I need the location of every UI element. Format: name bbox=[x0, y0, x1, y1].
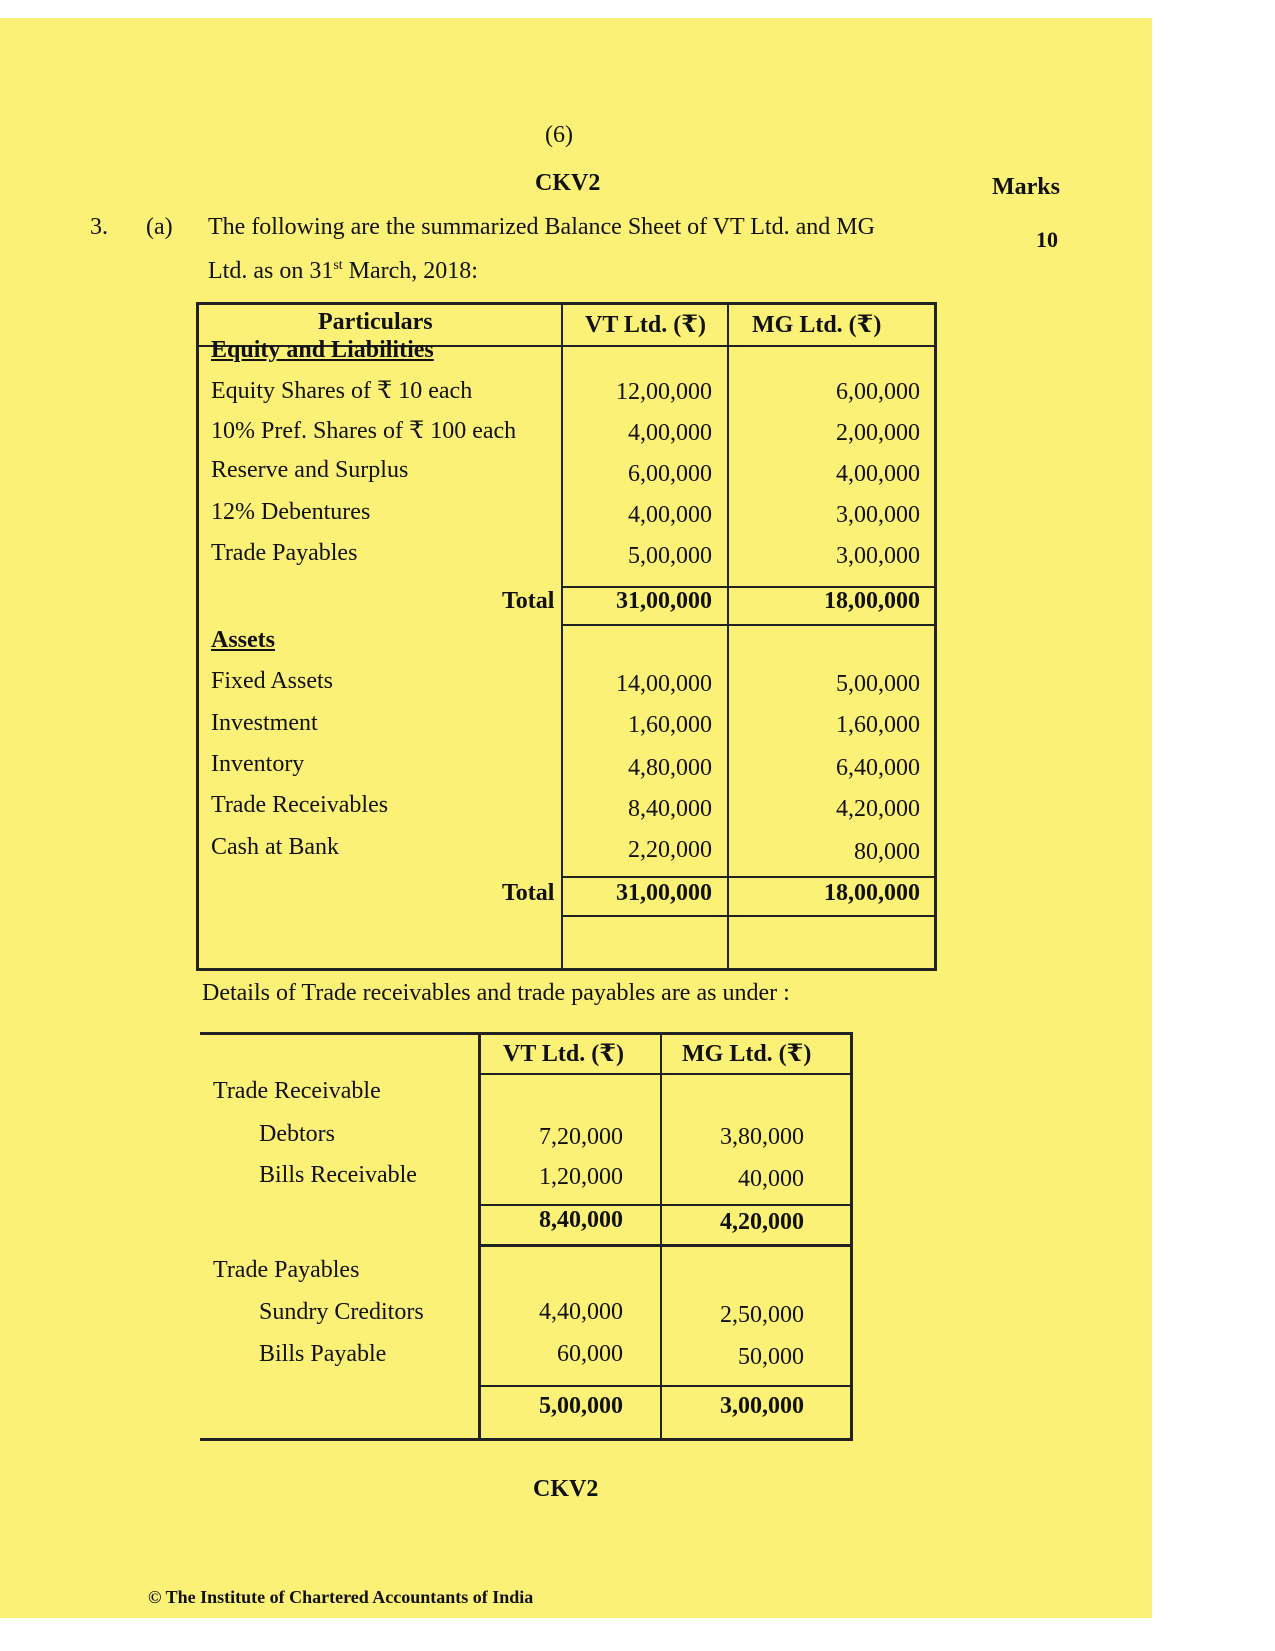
row-mg-value: 80,000 bbox=[854, 839, 920, 865]
row-vt-value: 5,00,000 bbox=[628, 543, 712, 569]
header-mg-ltd: MG Ltd. (₹) bbox=[682, 1041, 812, 1067]
row-vt-value: 8,40,000 bbox=[628, 796, 712, 822]
assets-total-label: Total bbox=[502, 880, 555, 906]
page-number: (6) bbox=[545, 122, 573, 148]
row-mg-value: 4,20,000 bbox=[836, 796, 920, 822]
trade-receivable-heading: Trade Receivable bbox=[213, 1078, 381, 1104]
liabilities-total-label: Total bbox=[502, 588, 555, 614]
row-label: Bills Receivable bbox=[259, 1162, 417, 1188]
paper-code-header: CKV2 bbox=[535, 170, 601, 196]
question-number: 3. bbox=[90, 214, 108, 240]
row-vt-value: 4,80,000 bbox=[628, 755, 712, 781]
header-mg-ltd: MG Ltd. (₹) bbox=[752, 312, 882, 338]
row-label: Fixed Assets bbox=[211, 668, 334, 694]
payable-total-vt: 5,00,000 bbox=[539, 1393, 623, 1419]
paper-code-footer: CKV2 bbox=[533, 1476, 599, 1502]
receivable-total-mg: 4,20,000 bbox=[720, 1209, 804, 1235]
row-label: 10% Pref. Shares of ₹ 100 each bbox=[211, 418, 517, 444]
row-mg-value: 3,00,000 bbox=[836, 502, 920, 528]
liabilities-total-mg: 18,00,000 bbox=[824, 588, 920, 614]
row-mg-value: 3,00,000 bbox=[836, 543, 920, 569]
assets-heading: Assets bbox=[211, 627, 275, 653]
assets-total-mg: 18,00,000 bbox=[824, 880, 920, 906]
marks-header: Marks bbox=[992, 174, 1060, 200]
balance-sheet-table bbox=[196, 302, 937, 971]
row-vt-value: 12,00,000 bbox=[616, 379, 712, 405]
row-mg-value: 6,00,000 bbox=[836, 379, 920, 405]
question-text-line2: Ltd. as on 31st March, 2018: bbox=[208, 258, 478, 284]
row-mg-value: 50,000 bbox=[738, 1344, 804, 1370]
row-mg-value: 4,00,000 bbox=[836, 461, 920, 487]
row-vt-value: 4,00,000 bbox=[628, 502, 712, 528]
exam-page bbox=[0, 18, 1152, 1618]
row-vt-value: 2,20,000 bbox=[628, 837, 712, 863]
row-vt-value: 4,00,000 bbox=[628, 420, 712, 446]
row-mg-value: 2,00,000 bbox=[836, 420, 920, 446]
row-mg-value: 3,80,000 bbox=[720, 1124, 804, 1150]
row-vt-value: 7,20,000 bbox=[539, 1124, 623, 1150]
receivable-total-vt: 8,40,000 bbox=[539, 1207, 623, 1233]
row-mg-value: 1,60,000 bbox=[836, 712, 920, 738]
row-label: Debtors bbox=[259, 1121, 335, 1147]
row-vt-value: 14,00,000 bbox=[616, 671, 712, 697]
row-label: Inventory bbox=[211, 751, 305, 777]
row-vt-value: 6,00,000 bbox=[628, 461, 712, 487]
header-vt-ltd: VT Ltd. (₹) bbox=[503, 1041, 624, 1067]
question-text-line1: The following are the summarized Balance Sheet of VT Ltd. and MG bbox=[208, 214, 875, 240]
row-label: Reserve and Surplus bbox=[211, 457, 409, 483]
row-label: Bills Payable bbox=[259, 1341, 387, 1367]
payable-total-mg: 3,00,000 bbox=[720, 1393, 804, 1419]
row-label: 12% Debentures bbox=[211, 499, 371, 525]
row-mg-value: 5,00,000 bbox=[836, 671, 920, 697]
liabilities-total-vt: 31,00,000 bbox=[616, 588, 712, 614]
header-vt-ltd: VT Ltd. (₹) bbox=[585, 312, 706, 338]
row-mg-value: 6,40,000 bbox=[836, 755, 920, 781]
details-table bbox=[200, 1032, 853, 1441]
copyright-notice: © The Institute of Chartered Accountants of India bbox=[148, 1587, 534, 1607]
row-label: Cash at Bank bbox=[211, 834, 339, 860]
row-label: Equity Shares of ₹ 10 each bbox=[211, 378, 473, 404]
row-vt-value: 4,40,000 bbox=[539, 1299, 623, 1325]
header-particulars: Particulars bbox=[318, 309, 433, 335]
equity-liabilities-heading: Equity and Liabilities bbox=[211, 337, 434, 363]
row-label: Trade Payables bbox=[211, 540, 358, 566]
row-mg-value: 40,000 bbox=[738, 1166, 804, 1192]
trade-payables-heading: Trade Payables bbox=[213, 1257, 360, 1283]
assets-total-vt: 31,00,000 bbox=[616, 880, 712, 906]
details-intro: Details of Trade receivables and trade payables are as under : bbox=[202, 980, 790, 1006]
row-label: Sundry Creditors bbox=[259, 1299, 424, 1325]
row-label: Investment bbox=[211, 710, 318, 736]
row-vt-value: 1,60,000 bbox=[628, 712, 712, 738]
row-mg-value: 2,50,000 bbox=[720, 1302, 804, 1328]
question-part: (a) bbox=[146, 214, 173, 240]
question-marks: 10 bbox=[1036, 227, 1058, 252]
row-vt-value: 60,000 bbox=[557, 1341, 623, 1367]
row-label: Trade Receivables bbox=[211, 792, 389, 818]
row-vt-value: 1,20,000 bbox=[539, 1164, 623, 1190]
